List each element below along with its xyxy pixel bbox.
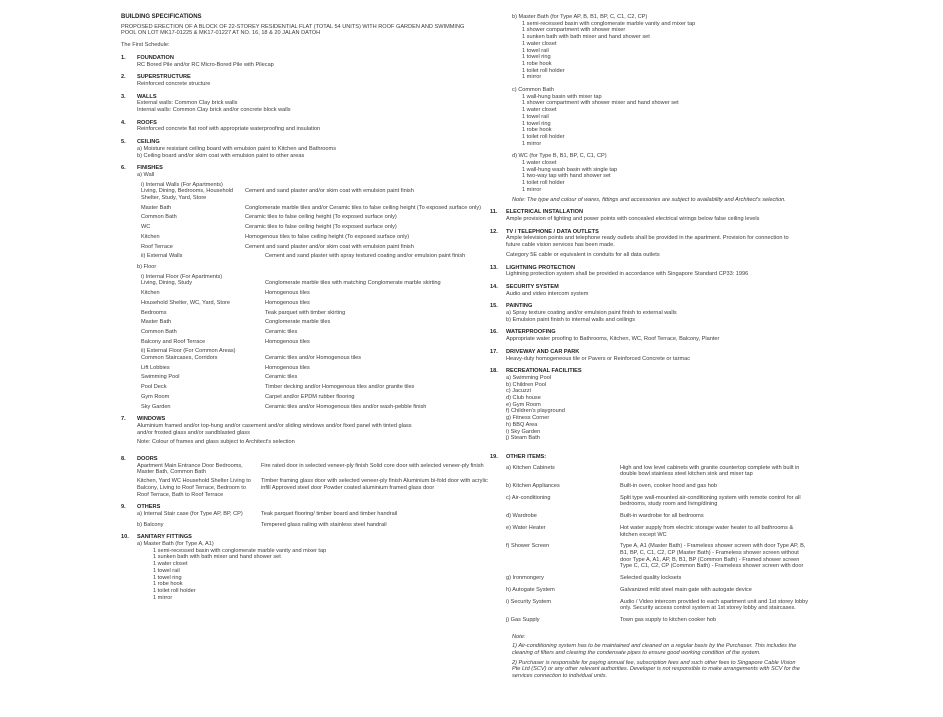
section-text: Heavy-duty homogeneous tile or Pavers or Reinforced Concrete or tarmac xyxy=(506,355,691,362)
section-number: 8. xyxy=(121,456,126,463)
row-value: Town gas supply to kitchen cooker hob xyxy=(620,616,717,623)
spec-row xyxy=(141,310,491,317)
list-item: c) Jacuzzi xyxy=(506,388,531,395)
list-item: 1 mirror xyxy=(522,140,542,147)
row-key: Balcony and Roof Terrace xyxy=(141,338,206,345)
list-item: 1 water closet xyxy=(153,561,188,568)
sanitary-note: Note: The type and colour of wares, fittings and accessories are subject to availability and Architect's selection. xyxy=(512,196,786,203)
notes-label: Note: xyxy=(512,633,526,640)
row-key: h) Autogate System xyxy=(506,586,555,593)
spec-row xyxy=(141,329,491,336)
section-title: DRIVEWAY AND CAR PARK xyxy=(506,348,580,355)
spec-row xyxy=(141,319,491,326)
section-security xyxy=(490,284,810,297)
spec-row xyxy=(506,483,810,490)
list-item: 1 mirror xyxy=(522,186,542,193)
section-note: Note: Colour of frames and glass subject to Architect's selection xyxy=(137,439,295,446)
list-item: 1 water closet xyxy=(522,107,557,114)
section-title: TV / TELEPHONE / DATA OUTLETS xyxy=(506,228,599,235)
section-number: 7. xyxy=(121,416,126,423)
row-value: High and low level cabinets with granite countertop complete with built in double bowl stainless steel kitchen sink and mixer tap xyxy=(620,464,800,478)
row-value: Teak parquet with timber skirting xyxy=(265,309,346,316)
section-text: Ample provision of lighting and power points with concealed electrical wirings below false ceiling levels xyxy=(506,215,760,222)
row-value: Ceramic tiles to false ceiling height (To exposed surface only) xyxy=(245,214,397,221)
section-title: SECURITY SYSTEM xyxy=(506,283,559,290)
row-value: Hot water supply from electric storage water heater to all bathrooms & kitchen except WC xyxy=(620,524,794,538)
spec-row xyxy=(137,463,491,476)
row-key: Lift Lobbies xyxy=(141,364,170,371)
spec-row xyxy=(141,365,491,372)
row-value: Split type wall-mounted air-conditioning system with remote control for all bedrooms, study room and living/dining xyxy=(620,494,801,508)
row-value: Tempered glass railing with stainless steel handrail xyxy=(261,521,387,528)
list-item: 1 sunken bath with bath mixer and hand shower set xyxy=(522,34,650,41)
list-item: 1 mirror xyxy=(153,594,173,601)
row-key: f) Shower Screen xyxy=(506,543,550,550)
section-windows xyxy=(121,416,491,446)
list-item: h) BBQ Area xyxy=(506,421,538,428)
list-item: 1 towel rail xyxy=(522,113,549,120)
finishes-floor-label: b) Floor xyxy=(137,263,157,270)
section-text: a) Spray texture coating and/or emulsion paint finish to external walls xyxy=(506,310,677,317)
section-title: WALLS xyxy=(137,93,157,100)
right-column xyxy=(490,14,810,680)
spec-row xyxy=(137,511,491,518)
section-number: 4. xyxy=(121,119,126,126)
row-key: WC xyxy=(141,224,151,231)
section-text: Aluminium framed and/or top-hung and/or casement and/or sliding windows and/or fixed panel with tinted glass and/or frosted glass and/or sandblasted glass xyxy=(137,422,412,436)
spec-row xyxy=(141,339,491,346)
section-number: 1. xyxy=(121,54,126,61)
row-value: Carpet and/or EPDM rubber flooring xyxy=(265,393,355,400)
row-key: Kitchen, Yard WC Household Shelter Living to Balcony, Living to Roof Terrace, Bedroom to Roof Terrace, Bath to Roof Terrace xyxy=(137,478,251,498)
spec-row xyxy=(141,205,491,212)
row-value: Type A, A1 (Master Bath) - Frameless shower screen with door Type AP, B, B1, BP, C, C1, C2, CP (Master Bath) - Frameless shower screen without door Type A, A1, AP, B, B1, BP (Common Bath) - Framed shower screen Type C, C1, C2, CP (Common Bath) - Frameless shower screen with door xyxy=(620,543,806,570)
section-number: 18. xyxy=(490,368,498,375)
list-item: 1 towel ring xyxy=(153,574,182,581)
section-roofs xyxy=(121,120,491,133)
row-key: Kitchen xyxy=(141,233,160,240)
row-key: Common Bath xyxy=(141,214,177,221)
finishes-wall-label: a) Wall xyxy=(137,171,155,178)
list-item: 1 mirror xyxy=(522,74,542,81)
row-value: Conglomerate marble tiles and/or Ceramic tiles to false ceiling height (To exposed surface only) xyxy=(245,204,481,211)
section-title: OTHERS xyxy=(137,504,161,511)
finishes-internal-walls-label: i) Internal Walls (For Apartments) xyxy=(141,181,223,188)
row-value: Teak parquet flooring/ timber board and timber handrail xyxy=(261,510,398,517)
section-text: b) Ceiling board and/or skim coat with emulsion paint to other areas xyxy=(137,152,305,159)
wc-label: d) WC (for Type B, B1, BP, C, C1, CP) xyxy=(512,153,607,160)
list-item: 1 semi-recessed basin with conglomerate marble vanity and mixer tap xyxy=(153,547,327,554)
list-item: 1 shower compartment with shower mixer and hand shower set xyxy=(522,100,679,107)
row-value: Built-in oven, cooker hood and gas hob xyxy=(620,483,718,490)
section-number: 11. xyxy=(490,209,498,216)
row-value: Ceramic tiles and/or Homogenous tiles and/or wash-pebble finish xyxy=(265,403,427,410)
row-key: Bedrooms xyxy=(141,309,167,316)
section-recreational xyxy=(490,368,810,442)
row-key: ii) External Walls xyxy=(141,253,183,260)
spec-row xyxy=(141,214,491,221)
section-text: a) Moisture resistant ceiling board with emulsion paint to Kitchen and Bathrooms xyxy=(137,145,336,152)
row-value: Homogenous tiles xyxy=(265,338,310,345)
row-value: Timber decking and/or Homogenous tiles and/or granite tiles xyxy=(265,384,415,391)
row-value: Timber framing glass door with selected veneer-ply finish Aluminium bi-fold door with acrylic infill Approved steel door Powder coated aluminium framed glass door xyxy=(261,478,488,491)
section-number: 14. xyxy=(490,283,498,290)
section-title: ROOFS xyxy=(137,119,157,126)
spec-row xyxy=(506,495,810,508)
section-text: Reinforced concrete structure xyxy=(137,80,211,87)
list-item: 1 shower compartment with shower mixer xyxy=(522,27,626,34)
row-key: Roof Terrace xyxy=(141,243,173,250)
section-title: PAINTING xyxy=(506,303,533,310)
list-item: 1 sunken bath with bath mixer and hand shower set xyxy=(153,554,281,561)
section-title: WATERPROOFING xyxy=(506,329,556,336)
section-finishes xyxy=(121,165,491,410)
section-title: WINDOWS xyxy=(137,416,166,423)
project-description: PROPOSED ERECTION OF A BLOCK OF 22-STOREY RESIDENTIAL FLAT (TOTAL 54 UNITS) WITH ROOF GARDEN AND SWIMMING POOL ON LOT MK17-01225 & MK17-01227 AT NO. 16, 18 & 20 JALAN DATOH xyxy=(121,23,465,37)
section-others xyxy=(121,504,491,528)
section-doors xyxy=(121,456,491,498)
list-item: j) Steam Bath xyxy=(506,435,540,442)
list-item: 1 robe hook xyxy=(522,127,552,134)
master-bath-b-label: b) Master Bath (for Type AP, B, B1, BP, C, C1, C2, CP) xyxy=(512,14,648,20)
row-value: Built-in wardrobe for all bedrooms xyxy=(620,513,704,520)
section-lightning xyxy=(490,265,810,278)
internal-floor-list xyxy=(121,280,491,345)
row-value: Galvanized mild steel main gate with autogate device xyxy=(620,586,752,593)
section-title: CEILING xyxy=(137,139,160,146)
section-number: 13. xyxy=(490,264,498,271)
section-text: RC Bored Pile and/or RC Micro-Bored Pile with Pilecap xyxy=(137,61,274,68)
section-number: 6. xyxy=(121,165,126,172)
section-electrical xyxy=(490,209,810,222)
spec-row xyxy=(137,478,491,498)
spec-row xyxy=(141,188,491,201)
row-key: d) Wardrobe xyxy=(506,513,537,520)
list-item: 1 semi-recessed basin with conglomerate marble vanity and mixer tap xyxy=(522,20,696,27)
row-key: c) Air-conditioning xyxy=(506,494,551,501)
row-value: Cement and sand plaster with spray textured coating and/or emulsion paint finish xyxy=(265,253,466,260)
list-item: 1 toilet roll holder xyxy=(522,133,565,140)
notes-block xyxy=(490,634,810,680)
left-column xyxy=(121,14,491,601)
section-walls xyxy=(121,94,491,114)
spec-row xyxy=(141,224,491,231)
spec-row xyxy=(506,543,810,570)
section-number: 3. xyxy=(121,93,126,100)
master-bath-b-list xyxy=(490,21,810,81)
section-superstructure xyxy=(121,74,491,87)
row-value: Audio / Video intercom provided to each apartment unit and 1st storey lobby only. Security access control system at 1st storey lobby and staircases. xyxy=(620,598,809,612)
section-tv-telephone xyxy=(490,229,810,259)
row-key: Living, Dining, Study xyxy=(141,280,192,287)
finishes-internal-floor-label: i) Internal Floor (For Apartments) xyxy=(141,273,223,280)
section-title: FINISHES xyxy=(137,165,163,172)
spec-row xyxy=(141,300,491,307)
section-title: OTHER ITEMS: xyxy=(506,453,547,460)
spec-row xyxy=(141,244,491,251)
section-driveway xyxy=(490,349,810,362)
section-text: Lightning protection system shall be provided in accordance with Singapore Standard CP33: 1996 xyxy=(506,271,749,278)
row-value: Ceramic tiles xyxy=(265,374,298,381)
spec-row xyxy=(506,525,810,538)
spec-row xyxy=(141,290,491,297)
section-number: 15. xyxy=(490,303,498,310)
row-value: Fire rated door in selected veneer-ply finish Solid core door with selected veneer-ply finish xyxy=(261,462,484,469)
row-key: Gym Room xyxy=(141,393,170,400)
row-key: Kitchen xyxy=(141,290,160,297)
row-value: Homogenous tiles xyxy=(265,364,310,371)
spec-row xyxy=(506,617,810,624)
row-value: Ceramic tiles and/or Homogenous tiles xyxy=(265,355,362,362)
row-key: Household Shelter, WC, Yard, Store xyxy=(141,299,231,306)
section-number: 17. xyxy=(490,348,498,355)
section-text: b) Emulsion paint finish to internal walls and ceilings xyxy=(506,316,636,323)
list-item: 1 water closet xyxy=(522,160,557,167)
section-ceiling xyxy=(121,139,491,159)
section-other-items xyxy=(490,454,810,624)
row-value: Homogenous tiles to false ceiling height (To exposed surface only) xyxy=(245,233,410,240)
list-item: 1 wall-hung basin with mixer tap xyxy=(522,93,602,100)
spec-row xyxy=(506,575,810,582)
section-title: DOORS xyxy=(137,456,158,463)
finishes-external-floor-label: ii) External Floor (For Common Areas) xyxy=(141,348,236,355)
row-value: Cement and sand plaster and/or skim coat with emulsion paint finish xyxy=(245,243,414,250)
section-text: Reinforced concrete flat roof with appropriate waterproofing and insulation xyxy=(137,126,321,133)
row-key: g) Ironmongery xyxy=(506,575,544,582)
spec-row xyxy=(141,384,491,391)
row-key: Master Bath xyxy=(141,204,172,211)
list-item: 1 robe hook xyxy=(522,60,552,67)
row-key: a) Kitchen Cabinets xyxy=(506,464,555,471)
list-item: 1 toilet roll holder xyxy=(522,180,565,187)
list-item: g) Fitness Corner xyxy=(506,415,550,422)
section-title: LIGHTNING PROTECTION xyxy=(506,264,575,271)
row-value: Cement and sand plaster and/or skim coat with emulsion paint finish xyxy=(245,188,414,195)
spec-row xyxy=(141,355,491,362)
list-item: 1 towel ring xyxy=(522,120,551,127)
doors-list xyxy=(121,463,491,499)
row-key: Pool Deck xyxy=(141,384,167,391)
spec-row xyxy=(141,234,491,241)
external-walls-row xyxy=(121,253,491,260)
list-item: f) Children's playground xyxy=(506,408,565,415)
list-item: 1 toilet roll holder xyxy=(153,588,196,594)
section-number: 10. xyxy=(121,534,129,541)
row-value: Ceramic tiles to false ceiling height (To exposed surface only) xyxy=(245,224,397,231)
section-text: Audio and video intercom system xyxy=(506,290,589,297)
external-floor-list xyxy=(121,355,491,410)
section-number: 2. xyxy=(121,74,126,81)
section-sanitary-fittings xyxy=(121,534,491,601)
spec-row xyxy=(141,280,491,287)
row-key: Apartment Main Entrance Door Bedrooms, Master Bath, Common Bath xyxy=(137,462,243,476)
list-item: 1 wall-hung wash basin with single tap xyxy=(522,166,618,173)
internal-walls-list xyxy=(121,188,491,250)
row-key: Common Staircases, Corridors xyxy=(141,355,218,362)
spec-row xyxy=(141,374,491,381)
section-title: SANITARY FITTINGS xyxy=(137,534,192,541)
section-title: ELECTRICAL INSTALLATION xyxy=(506,209,584,216)
others-list xyxy=(121,511,491,528)
common-bath-label: c) Common Bath xyxy=(512,87,554,94)
section-title: RECREATIONAL FACILITIES xyxy=(506,368,582,375)
list-item: 1 towel ring xyxy=(522,54,551,61)
wc-list xyxy=(490,160,810,194)
section-foundation xyxy=(121,55,491,68)
note-text: 2) Purchaser is responsible for paying annual fee, subscription fees and such other fees to Singapore Cable Vision Pte Ltd (SCV) or any other relevant authorities. Developer is not responsible to make arrangements with SCV for the services connection to individual units. xyxy=(512,659,800,680)
common-bath-list xyxy=(490,94,810,148)
spec-row xyxy=(506,587,810,594)
other-items-list xyxy=(490,465,810,624)
section-waterproofing xyxy=(490,329,810,342)
row-value: Conglomerate marble tiles xyxy=(265,319,331,326)
section-text: Appropriate water proofing to Bathrooms, Kitchen, WC, Roof Terrace, Balcony, Planter xyxy=(506,336,720,343)
section-title: FOUNDATION xyxy=(137,54,174,61)
section-text: Category 5E cable or equivalent in conduits for all data outlets xyxy=(506,251,660,258)
section-text: External walls: Common Clay brick walls xyxy=(137,100,238,107)
list-item: d) Club house xyxy=(506,395,541,402)
row-key: a) Internal Stair case (for Type AP, BP, CP) xyxy=(137,510,243,517)
spec-row xyxy=(141,394,491,401)
spec-row xyxy=(506,513,810,520)
section-painting xyxy=(490,303,810,323)
section-text: Internal walls: Common Clay brick and/or concrete block walls xyxy=(137,107,291,114)
section-number: 12. xyxy=(490,228,498,235)
schedule-label: The First Schedule: xyxy=(121,42,170,49)
section-number: 19. xyxy=(490,453,498,460)
spec-row xyxy=(506,465,810,478)
list-item: 1 toilet roll holder xyxy=(522,67,565,74)
row-value: Ceramic tiles xyxy=(265,328,298,335)
row-key: Master Bath xyxy=(141,319,172,326)
list-item: 1 towel rail xyxy=(153,567,180,574)
section-text: Ample television points and telephone ready outlets shall be provided in the apartment. Provision for connection to future cable vision services has been made. xyxy=(506,235,789,249)
master-bath-a-list xyxy=(121,548,491,602)
row-value: Homogenous tiles xyxy=(265,290,310,297)
row-key: Common Bath xyxy=(141,328,177,335)
list-item: i) Sky Garden xyxy=(506,428,541,435)
list-item: 1 water closet xyxy=(522,40,557,47)
section-title: SUPERSTRUCTURE xyxy=(137,74,191,81)
section-number: 16. xyxy=(490,329,498,336)
row-value: Homogenous tiles xyxy=(265,299,310,306)
spec-row xyxy=(141,404,491,411)
list-item: 1 robe hook xyxy=(153,581,183,588)
facilities-list xyxy=(490,375,810,442)
row-key: Sky Garden xyxy=(141,403,171,410)
row-key: j) Gas Supply xyxy=(506,616,540,623)
row-key: e) Water Heater xyxy=(506,524,546,531)
list-item: b) Children Pool xyxy=(506,381,547,388)
list-item: a) Swimming Pool xyxy=(506,374,552,381)
list-item: 1 towel rail xyxy=(522,47,549,54)
note-text: 1) Air-conditioning system has to be maintained and cleaned on a regular basis by the Purchaser. This includes the cleaning of filters and clearing the condensate pipes to ensure good working condition of the system. xyxy=(512,643,797,657)
row-key: b) Balcony xyxy=(137,521,164,528)
list-item: e) Gym Room xyxy=(506,401,541,408)
row-key: i) Security System xyxy=(506,598,552,605)
section-number: 9. xyxy=(121,504,126,511)
row-key: b) Kitchen Appliances xyxy=(506,483,560,490)
list-item: 1 two-way tap with hand shower set xyxy=(522,173,611,180)
section-number: 5. xyxy=(121,139,126,146)
document-title: BUILDING SPECIFICATIONS xyxy=(121,14,202,20)
spec-row xyxy=(506,599,810,612)
spec-row xyxy=(137,522,491,529)
row-key: Living, Dining, Bedrooms, Household Shelter, Study, Yard, Store xyxy=(141,188,234,202)
master-bath-a-label: a) Master Bath (for Type A, A1) xyxy=(137,541,214,548)
row-value: Conglomerate marble tiles with matching Conglomerate marble skirting xyxy=(265,280,441,287)
row-key: Swimming Pool xyxy=(141,374,180,381)
row-value: Selected quality locksets xyxy=(620,575,682,582)
